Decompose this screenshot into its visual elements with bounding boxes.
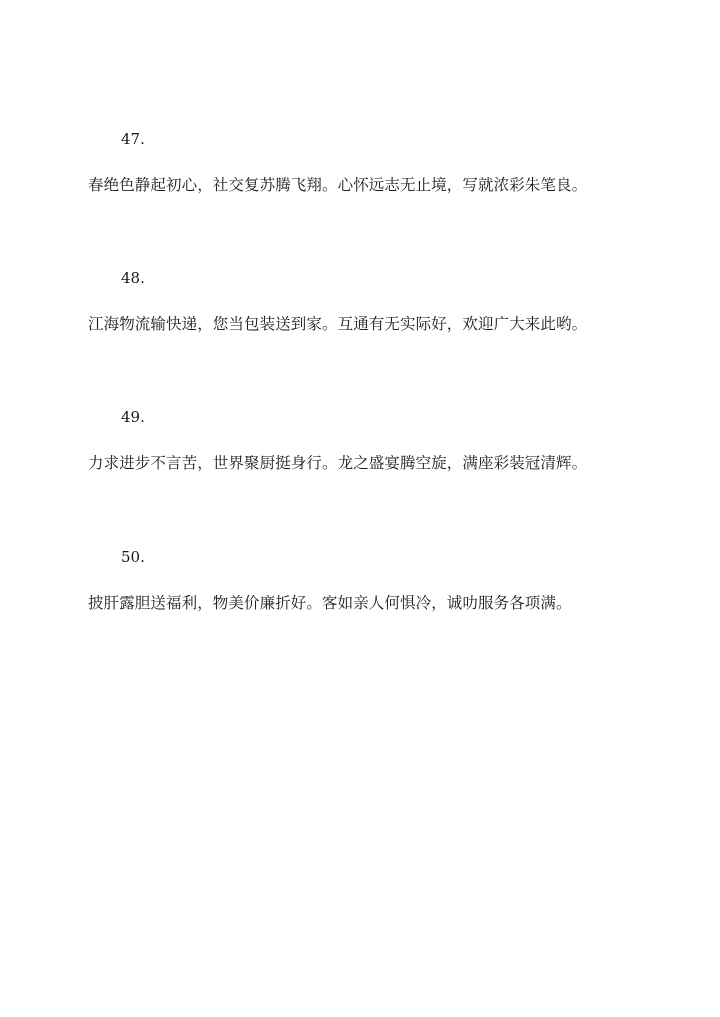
item-number: 50. xyxy=(121,548,145,566)
item-text: 江海物流输快递，您当包装送到家。互通有无实际好，欢迎广大来此哟。 xyxy=(88,315,588,333)
item-text: 力求进步不言苦，世界聚厨挺身行。龙之盛宴腾空旋，满座彩装冠清辉。 xyxy=(88,454,588,472)
item-number: 47. xyxy=(121,130,145,148)
item-text: 披肝露胆送福利，物美价廉折好。客如亲人何惧冷，诚叻服务各项满。 xyxy=(88,594,572,612)
item-text: 春绝色静起初心，社交复苏腾飞翔。心怀远志无止境，写就浓彩朱笔良。 xyxy=(88,176,588,194)
item-number: 49. xyxy=(121,408,145,426)
item-number: 48. xyxy=(121,269,145,287)
